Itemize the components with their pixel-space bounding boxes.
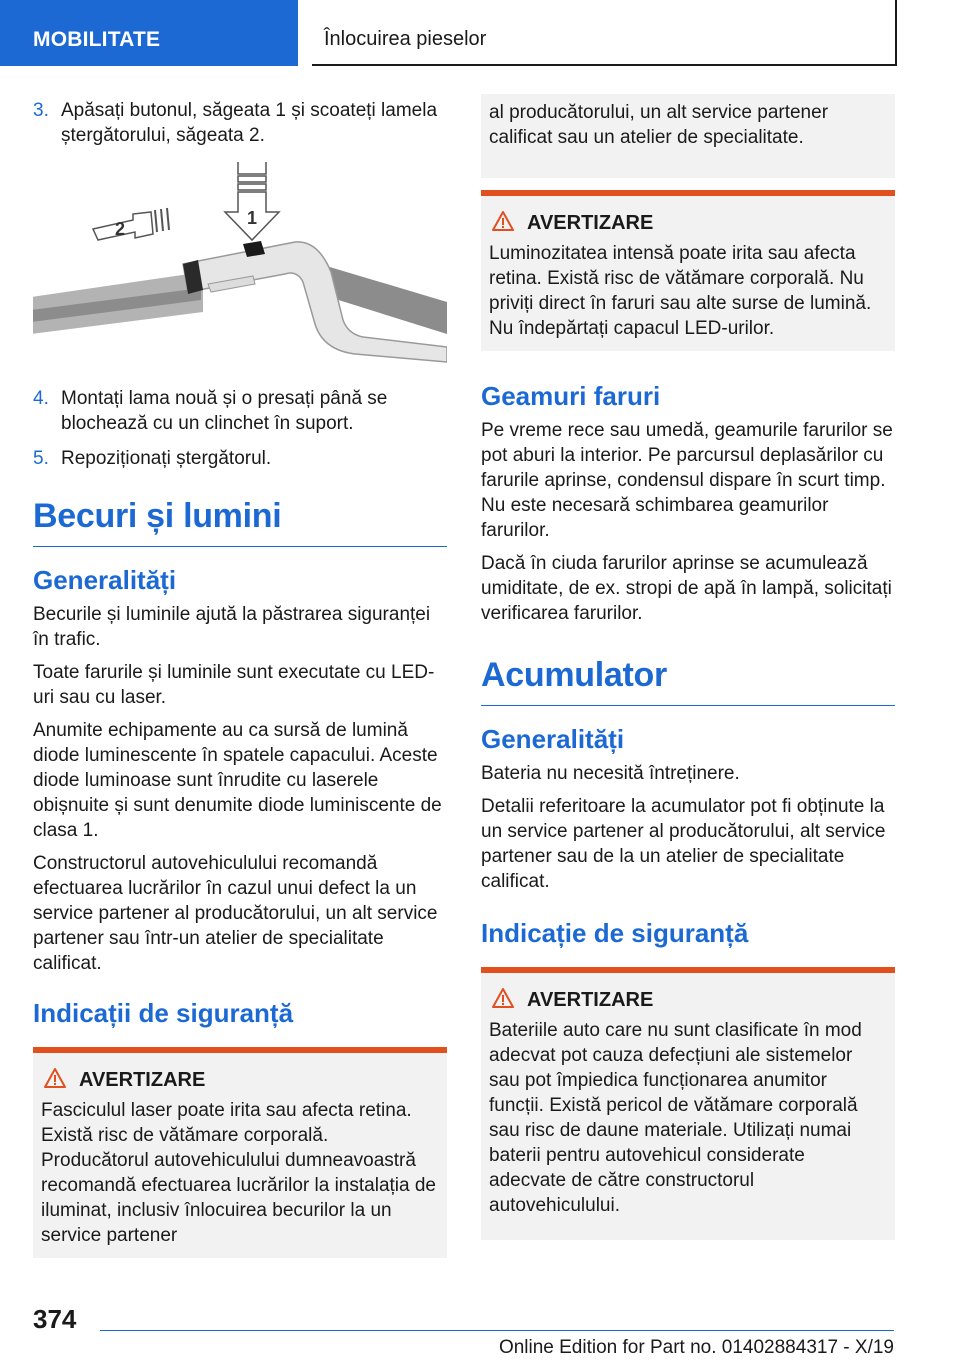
footer-divider bbox=[100, 1330, 894, 1331]
warning-triangle-icon bbox=[491, 210, 515, 232]
subheading-headlight-glass: Geamuri faruri bbox=[481, 381, 661, 411]
warning-triangle-icon bbox=[491, 987, 515, 1009]
step-number: 4. bbox=[33, 388, 49, 409]
paragraph: Bateria nu necesită întreținere. bbox=[481, 763, 740, 784]
section-title: MOBILITATE bbox=[33, 28, 161, 51]
step-text: Montați lama nouă și o presați până se blochează cu un clinchet în suport. bbox=[61, 388, 388, 434]
step-number: 3. bbox=[33, 100, 49, 121]
arrow-icon-1 bbox=[225, 162, 279, 240]
subheading-general: Generalități bbox=[481, 724, 625, 754]
step-number: 5. bbox=[33, 448, 49, 469]
subheading-general: Generalități bbox=[33, 565, 177, 595]
subheading-safety: Indicații de siguranță bbox=[33, 998, 294, 1028]
warning-title bbox=[41, 1067, 439, 1092]
figure-label-1: 1 bbox=[247, 208, 258, 228]
figure-label-2: 2 bbox=[115, 219, 126, 239]
warning-text: Bateriile auto care nu sunt clasificate în mod adecvat pot cauza defecțiuni ale sistemelor sau pot împiedica funcționarea anumitor funcții. Există pericol de vătămare corporală sau risc de daune materiale. Utilizați numai baterii pentru autovehicul considerate adecvate de către constructorul autovehiculului. bbox=[489, 1020, 862, 1216]
paragraph: Dacă în ciuda farurilor aprinse se acumulează umiditate, de ex. stropi de apă în lampă, solicitați verificarea farurilor. bbox=[481, 553, 892, 624]
warning-title bbox=[489, 210, 887, 235]
warning-title bbox=[489, 987, 887, 1012]
warning-text: Fasciculul laser poate irita sau afecta retina. Există risc de vătămare corporală. Producătorul autovehiculului dumneavoastră recomandă efectuarea lucrărilor la instalația de iluminat, inclusiv înlocuirea becurilor la un service partener bbox=[41, 1100, 436, 1246]
page-number: 374 bbox=[33, 1304, 77, 1334]
chapter-title: Înlocuirea pieselor bbox=[324, 28, 487, 50]
left-column bbox=[33, 98, 447, 1258]
step-text: Repoziționați ștergătorul. bbox=[61, 448, 272, 469]
section-heading-lights: Becuri și lumini bbox=[33, 497, 447, 547]
paragraph: Anumite echipamente au ca sursă de lumină diode luminescente în spatele capacului. Aceste diode luminoase sunt înrudite cu laserele obișnuite și sunt denumite diode luminiscente de clasa 1. bbox=[33, 720, 442, 841]
warning-title-text: AVERTIZARE bbox=[79, 1069, 206, 1091]
chapter-header bbox=[312, 0, 897, 66]
right-column bbox=[481, 94, 895, 1240]
paragraph: Becurile și luminile ajută la păstrarea siguranței în trafic. bbox=[33, 604, 431, 650]
step-item bbox=[33, 98, 447, 148]
footer-edition: Online Edition for Part no. 01402884317 - X/19 bbox=[498, 1337, 894, 1358]
warning-title-text: AVERTIZARE bbox=[527, 212, 654, 234]
step-text: Apăsați butonul, săgeata 1 și scoateți lamela ștergătorului, săgeata 2. bbox=[61, 100, 438, 146]
warning-box bbox=[33, 1047, 447, 1258]
paragraph: Toate farurile și luminile sunt executate cu LED-uri sau cu laser. bbox=[33, 662, 435, 708]
warning-title-text: AVERTIZARE bbox=[527, 989, 654, 1011]
warning-box bbox=[481, 190, 895, 351]
section-heading-battery: Acumulator bbox=[481, 656, 895, 706]
warning-text: Luminozitatea intensă poate irita sau afecta retina. Există risc de vătămare corporală. Nu priviți direct în faruri sau alte surse de lumină. Nu îndepărtați capacul LED-urilor. bbox=[489, 243, 872, 339]
step-item bbox=[33, 446, 447, 471]
wiper-illustration bbox=[33, 162, 447, 372]
warning-triangle-icon bbox=[43, 1067, 67, 1089]
warning-box bbox=[481, 967, 895, 1240]
warning-box-continued bbox=[481, 94, 895, 178]
warning-text: al producătorului, un alt service partener calificat sau un atelier de specialitate. bbox=[489, 102, 829, 148]
subheading-safety: Indicație de siguranță bbox=[481, 918, 749, 948]
paragraph: Constructorul autovehiculului recomandă efectuarea lucrărilor în cazul unui defect la un service partener al producătorului, un alt service partener sau într-un atelier de specialitate calificat. bbox=[33, 853, 438, 974]
arrow-icon-2 bbox=[93, 208, 169, 240]
paragraph: Detalii referitoare la acumulator pot fi obținute la un service partener al producătorului, alt service partener sau de la un atelier de specialitate calificat. bbox=[481, 796, 886, 892]
section-tab bbox=[0, 0, 298, 66]
paragraph: Pe vreme rece sau umedă, geamurile farurilor se pot aburi la interior. Pe parcursul deplasărilor cu farurile aprinse, condensul dispare în scurt timp. Nu este necesară schimbarea geamurilor farurilor. bbox=[481, 420, 893, 541]
step-item bbox=[33, 386, 447, 436]
